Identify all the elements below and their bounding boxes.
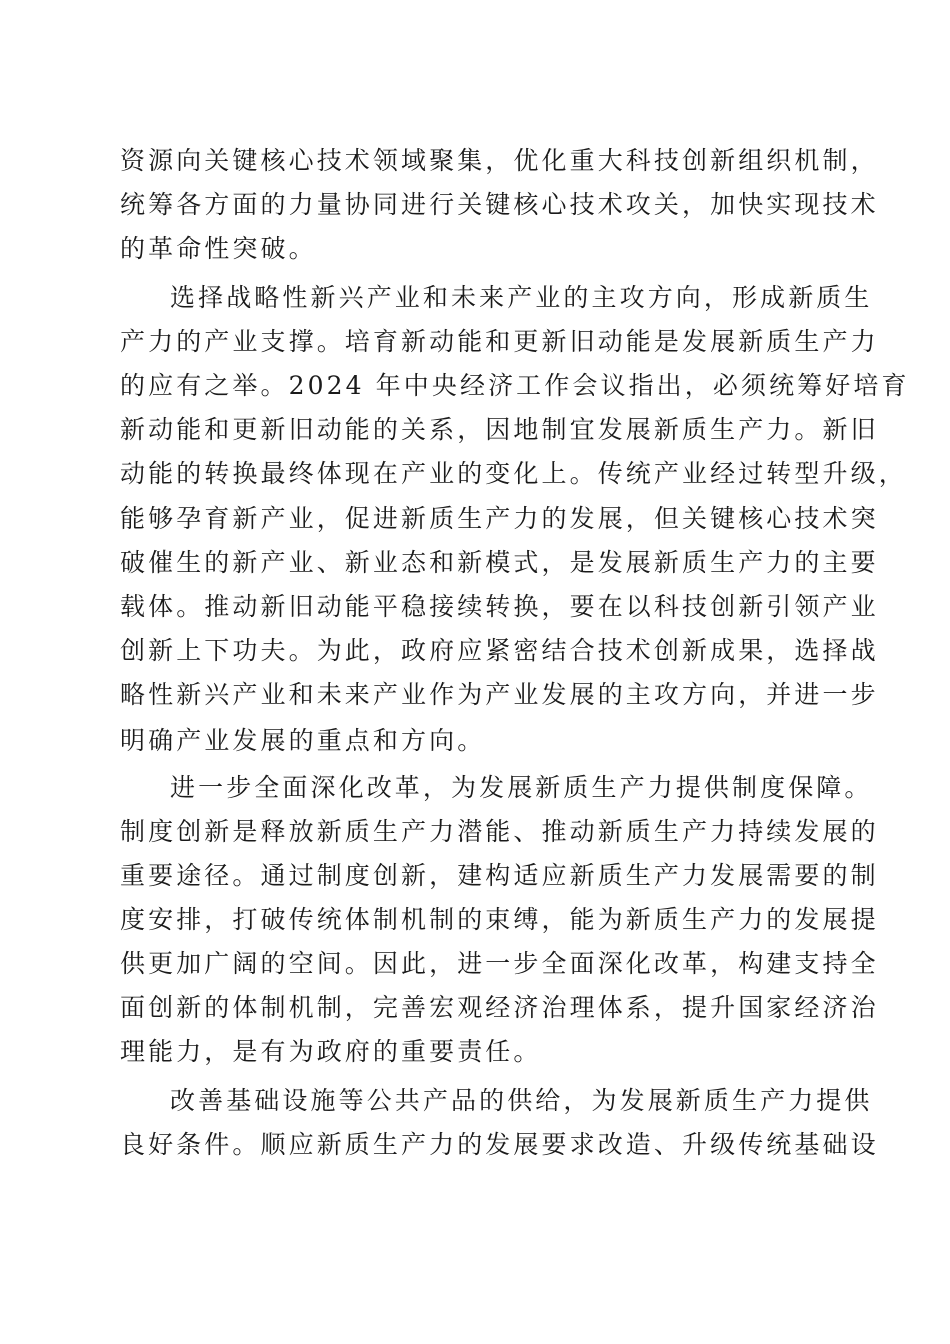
paragraph-3-line-5: 供更加广阔的空间。因此，进一步全面深化改革，构建支持全: [120, 949, 879, 978]
paragraph-2-line-3: 的应有之举。2024 年中央经济工作会议指出，必须统筹好培育: [120, 371, 910, 400]
paragraph-3-line-6: 面创新的体制机制，完善宏观经济治理体系，提升国家经济治: [120, 993, 879, 1022]
paragraph-2-line-11: 明确产业发展的重点和方向。: [120, 726, 486, 755]
paragraph-1-line-1: 资源向关键核心技术领域聚集，优化重大科技创新组织机制，: [120, 146, 879, 175]
paragraph-2-line-1: 选择战略性新兴产业和未来产业的主攻方向，形成新质生: [170, 283, 873, 312]
paragraph-4-line-1: 改善基础设施等公共产品的供给，为发展新质生产力提供: [170, 1086, 873, 1115]
paragraph-2-line-4: 新动能和更新旧动能的关系，因地制宜发展新质生产力。新旧: [120, 415, 879, 444]
paragraph-4-line-2: 良好条件。顺应新质生产力的发展要求改造、升级传统基础设: [120, 1130, 879, 1159]
paragraph-2-line-7: 破催生的新产业、新业态和新模式，是发展新质生产力的主要: [120, 548, 879, 577]
paragraph-2-line-2: 产力的产业支撑。培育新动能和更新旧动能是发展新质生产力: [120, 327, 879, 356]
paragraph-1-line-3: 的革命性突破。: [120, 234, 317, 263]
paragraph-3-line-3: 重要途径。通过制度创新，建构适应新质生产力发展需要的制: [120, 861, 879, 890]
paragraph-3-line-1: 进一步全面深化改革，为发展新质生产力提供制度保障。: [170, 773, 873, 802]
paragraph-3-line-2: 制度创新是释放新质生产力潜能、推动新质生产力持续发展的: [120, 817, 879, 846]
paragraph-2-line-9: 创新上下功夫。为此，政府应紧密结合技术创新成果，选择战: [120, 636, 879, 665]
paragraph-3-line-7: 理能力，是有为政府的重要责任。: [120, 1037, 542, 1066]
paragraph-2-line-10: 略性新兴产业和未来产业作为产业发展的主攻方向，并进一步: [120, 680, 879, 709]
paragraph-2-line-5: 动能的转换最终体现在产业的变化上。传统产业经过转型升级，: [120, 459, 907, 488]
paragraph-3-line-4: 度安排，打破传统体制机制的束缚，能为新质生产力的发展提: [120, 905, 879, 934]
paragraph-2-line-8: 载体。推动新旧动能平稳接续转换，要在以科技创新引领产业: [120, 592, 879, 621]
paragraph-2-line-6: 能够孕育新产业，促进新质生产力的发展，但关键核心技术突: [120, 504, 879, 533]
paragraph-1-line-2: 统筹各方面的力量协同进行关键核心技术攻关，加快实现技术: [120, 190, 879, 219]
